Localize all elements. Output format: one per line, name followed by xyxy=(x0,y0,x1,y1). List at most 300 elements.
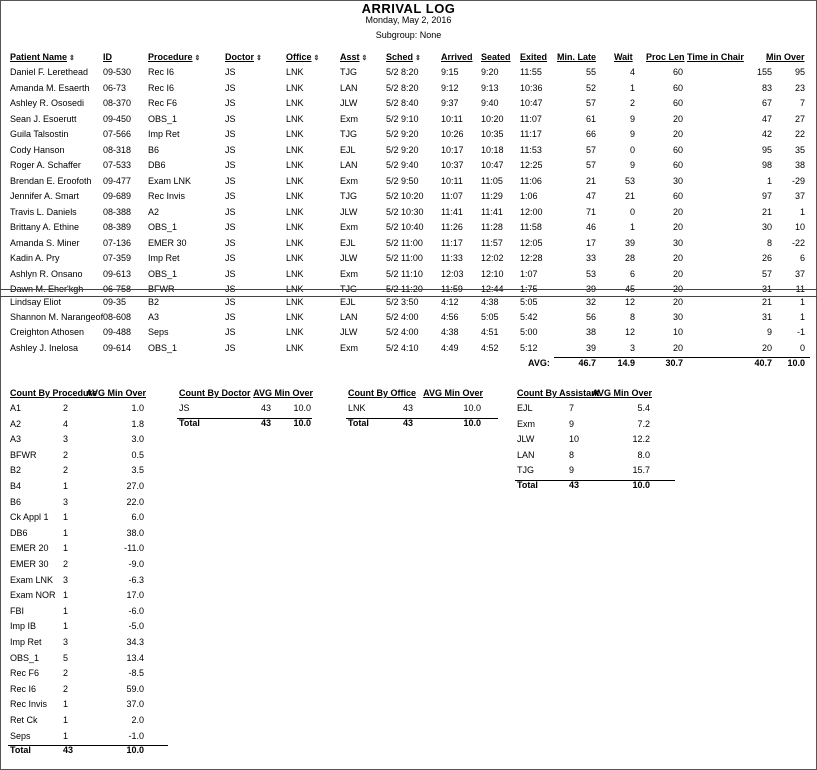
by_procedure-row-label: Exam LNK xyxy=(10,574,54,585)
table-cell-proc-len: 10 xyxy=(672,327,683,338)
by_assistant-row-label: EJL xyxy=(517,403,533,413)
by_assistant-row-avg: 10.0 xyxy=(632,480,650,490)
table-cell-patient-name[interactable]: Ashley J. Inelosa xyxy=(10,342,79,353)
column-header-asst[interactable] xyxy=(340,51,367,65)
by_office-row-count: 43 xyxy=(403,403,414,413)
average-proc-len: 30.7 xyxy=(665,358,683,368)
by_procedure-row-count: 2 xyxy=(63,465,69,476)
table-cell-office: LNK xyxy=(286,113,304,124)
table-cell-min-over: 95 xyxy=(794,67,805,77)
by_procedure-row-avg: 38.0 xyxy=(126,527,144,538)
table-cell-sched: 5/2 4:10 xyxy=(386,342,419,353)
table-cell-time-in-chair: 155 xyxy=(756,67,772,77)
table-cell-exited: 11:17 xyxy=(520,129,542,139)
column-header-office[interactable] xyxy=(286,51,319,65)
column-header-sched[interactable] xyxy=(386,51,421,65)
table-cell-doctor: JS xyxy=(225,160,236,170)
table-cell-doctor: JS xyxy=(225,206,236,217)
table-cell-min-over: 22 xyxy=(794,129,805,139)
table-cell-wait: 53 xyxy=(624,175,635,186)
sort-icon[interactable]: ⇕ xyxy=(313,55,320,62)
column-header-label: Asst xyxy=(340,52,360,62)
by_procedure-row-count: 3 xyxy=(63,434,69,445)
table-cell-patient-name[interactable]: Creighton Athosen xyxy=(10,327,85,338)
table-cell-doctor: JS xyxy=(225,284,236,294)
column-header-id xyxy=(103,51,112,63)
table-cell-patient-name[interactable]: Ashley R. Ososedi xyxy=(10,98,85,108)
by_procedure-row-avg: 2.0 xyxy=(131,715,144,725)
table-cell-doctor: JS xyxy=(225,268,236,279)
table-cell-seated: 11:05 xyxy=(481,175,503,186)
table-cell-min-late: 21 xyxy=(585,175,596,186)
by_procedure-row-label: A3 xyxy=(10,434,22,445)
table-cell-wait: 2 xyxy=(629,98,635,108)
column-header-label: Arrived xyxy=(441,52,473,62)
by_assistant-header-avg: AVG Min Over xyxy=(592,388,652,398)
average-min-late: 46.7 xyxy=(578,358,596,368)
table-cell-min-over: 35 xyxy=(794,144,805,155)
table-cell-min-over: 27 xyxy=(794,113,805,124)
table-cell-sched: 5/2 9:10 xyxy=(386,113,419,124)
by_procedure-row-avg: -8.5 xyxy=(128,668,144,679)
table-cell-proc-len: 20 xyxy=(672,113,683,124)
table-cell-sched: 5/2 8:20 xyxy=(386,67,419,77)
table-cell-asst: EJL xyxy=(340,297,356,307)
table-cell-seated: 10:35 xyxy=(481,129,504,139)
column-header-exited xyxy=(520,51,547,63)
by_procedure-row-count: 1 xyxy=(63,730,69,741)
table-cell-sched: 5/2 10:20 xyxy=(386,191,424,201)
table-cell-exited: 5:12 xyxy=(520,342,538,353)
table-cell-min-late: 56 xyxy=(585,312,596,323)
table-cell-office: LNK xyxy=(286,342,304,353)
table-cell-proc-len: 20 xyxy=(672,222,683,232)
table-cell-procedure: OBS_1 xyxy=(148,268,178,279)
by_procedure-row-label: OBS_1 xyxy=(10,652,40,663)
by_assistant-row-count: 7 xyxy=(569,403,575,413)
table-cell-seated: 9:13 xyxy=(481,82,499,93)
table-cell-proc-len: 60 xyxy=(672,67,683,77)
table-cell-exited: 10:36 xyxy=(520,82,543,93)
average-time-in-chair: 40.7 xyxy=(754,358,772,368)
by_procedure-row-avg: 22.0 xyxy=(126,496,144,507)
table-cell-procedure: OBS_1 xyxy=(148,342,178,353)
by_procedure-row-avg: 1.8 xyxy=(131,418,144,429)
table-cell-exited: 11:06 xyxy=(520,175,542,186)
table-cell-min-over: 37 xyxy=(794,191,805,201)
by_procedure-row-count: 1 xyxy=(63,699,69,710)
table-cell-asst: Exm xyxy=(340,175,358,186)
table-cell-min-late: 53 xyxy=(585,268,596,279)
table-cell-time-in-chair: 31 xyxy=(761,284,772,294)
table-cell-office: LNK xyxy=(286,222,304,232)
table-cell-seated: 10:47 xyxy=(481,160,504,170)
by_procedure-row-avg: -1.0 xyxy=(128,730,144,741)
table-cell-asst: TJG xyxy=(340,191,357,201)
table-cell-exited: 1:06 xyxy=(520,191,538,201)
table-cell-patient-name[interactable]: Lindsay Eliot xyxy=(10,297,62,307)
by_procedure-row-count: 5 xyxy=(63,652,69,663)
table-cell-patient-name[interactable]: Shannon M. Narangeof xyxy=(10,312,104,323)
sort-icon[interactable]: ⇕ xyxy=(69,55,75,62)
table-cell-sched: 5/2 4:00 xyxy=(386,312,419,323)
table-cell-asst: Exm xyxy=(340,268,358,279)
table-cell-arrived: 9:15 xyxy=(441,67,459,77)
table-cell-procedure: A3 xyxy=(148,312,160,323)
table-cell-wait: 6 xyxy=(629,268,635,279)
table-cell-id: 09-488 xyxy=(103,327,132,338)
table-cell-min-late: 66 xyxy=(585,129,596,139)
table-cell-seated: 4:38 xyxy=(481,297,499,307)
sort-icon[interactable]: ⇕ xyxy=(361,55,368,62)
table-cell-arrived: 9:37 xyxy=(441,98,459,108)
table-cell-asst: EJL xyxy=(340,144,356,155)
table-cell-wait: 12 xyxy=(624,297,635,307)
by_procedure-row-avg: 27.0 xyxy=(126,481,144,491)
table-cell-arrived: 10:17 xyxy=(441,144,464,155)
table-cell-doctor: JS xyxy=(225,237,236,248)
table-cell-asst: JLW xyxy=(340,327,358,338)
by_assistant-row-avg: 5.4 xyxy=(637,403,650,413)
table-cell-arrived: 4:38 xyxy=(441,327,459,338)
table-cell-id: 09-689 xyxy=(103,191,132,201)
table-cell-doctor: JS xyxy=(225,98,236,108)
by_procedure-row-count: 2 xyxy=(63,449,69,460)
table-cell-sched: 5/2 8:40 xyxy=(386,98,419,108)
table-cell-asst: TJG xyxy=(340,129,357,139)
by_assistant-row-label: TJG xyxy=(517,465,534,476)
table-cell-id: 06-758 xyxy=(103,284,132,294)
average-label: AVG: xyxy=(528,358,550,368)
table-cell-doctor: JS xyxy=(225,144,236,155)
table-cell-min-late: 52 xyxy=(585,82,596,93)
by_procedure-row-label: Rec F6 xyxy=(10,668,40,679)
table-cell-min-over: 1 xyxy=(799,297,805,307)
table-cell-asst: Exm xyxy=(340,342,358,353)
table-cell-exited: 1:75 xyxy=(520,284,538,294)
by_assistant-row-label: Exm xyxy=(517,418,535,429)
by_assistant-row-avg: 12.2 xyxy=(632,434,650,445)
table-cell-wait: 45 xyxy=(624,284,635,294)
by_procedure-row-count: 2 xyxy=(63,403,69,413)
table-cell-exited: 10:47 xyxy=(520,98,543,108)
table-cell-doctor: JS xyxy=(225,191,236,201)
table-cell-office: LNK xyxy=(286,129,304,139)
table-cell-exited: 5:05 xyxy=(520,297,538,307)
table-cell-sched: 5/2 10:40 xyxy=(386,222,424,232)
table-cell-min-over: 10 xyxy=(794,222,805,232)
table-cell-wait: 3 xyxy=(629,342,635,353)
table-cell-doctor: JS xyxy=(225,297,236,307)
table-cell-procedure: Imp Ret xyxy=(148,129,180,139)
column-header-label: Sched xyxy=(386,52,414,62)
table-cell-office: LNK xyxy=(286,297,304,307)
table-cell-time-in-chair: 20 xyxy=(761,342,772,353)
table-cell-patient-name[interactable]: Amanda S. Miner xyxy=(10,237,80,248)
table-cell-patient-name[interactable]: Guila Talsostin xyxy=(10,129,69,139)
table-cell-exited: 5:42 xyxy=(520,312,538,323)
table-cell-proc-len: 20 xyxy=(672,284,683,294)
average-wait: 14.9 xyxy=(617,358,635,368)
table-cell-sched: 5/2 9:20 xyxy=(386,129,419,139)
table-cell-office: LNK xyxy=(286,268,304,279)
table-cell-doctor: JS xyxy=(225,342,236,353)
table-cell-patient-name[interactable]: Dawn M. Eher'kgh xyxy=(10,284,84,294)
table-cell-patient-name[interactable]: Ashlyn R. Onsano xyxy=(10,268,83,279)
by_assistant-row-count: 43 xyxy=(569,480,580,490)
table-cell-id: 09-530 xyxy=(103,67,132,77)
by_office-row-label: Total xyxy=(348,417,369,428)
column-header-label: Wait xyxy=(614,52,633,62)
table-cell-id: 08-388 xyxy=(103,206,132,217)
table-cell-office: LNK xyxy=(286,312,304,323)
table-cell-sched: 5/2 4:00 xyxy=(386,327,419,338)
by_assistant-row-count: 9 xyxy=(569,465,575,476)
by_doctor-header-label: Count By Doctor xyxy=(179,388,251,398)
table-cell-proc-len: 30 xyxy=(672,237,683,248)
table-cell-exited: 11:07 xyxy=(520,113,542,124)
table-cell-min-late: 17 xyxy=(585,237,596,248)
report-title: ARRIVAL LOG xyxy=(361,1,456,16)
by_procedure-row-avg: 13.4 xyxy=(126,652,144,663)
table-cell-office: LNK xyxy=(286,206,304,217)
table-cell-office: LNK xyxy=(286,175,304,186)
table-cell-patient-name[interactable]: Travis L. Daniels xyxy=(10,206,77,217)
average-min-over: 10.0 xyxy=(787,358,805,368)
table-cell-min-over: 23 xyxy=(794,82,805,93)
table-cell-min-late: 71 xyxy=(585,206,596,217)
table-cell-arrived: 11:26 xyxy=(441,222,463,232)
section-divider xyxy=(0,296,817,297)
column-header-label: Min Over xyxy=(766,52,805,62)
by_doctor-row-label: JS xyxy=(179,403,190,413)
table-cell-sched: 5/2 3:50 xyxy=(386,297,419,307)
table-cell-proc-len: 20 xyxy=(672,253,683,263)
table-cell-arrived: 4:49 xyxy=(441,342,459,353)
by_procedure-row-count: 1 xyxy=(63,590,69,601)
table-cell-asst: Exm xyxy=(340,113,358,124)
table-cell-id: 08-389 xyxy=(103,222,132,232)
column-header-arrived xyxy=(441,51,473,63)
table-cell-office: LNK xyxy=(286,237,304,248)
table-cell-seated: 12:02 xyxy=(481,253,504,263)
column-header-label: Seated xyxy=(481,52,511,62)
table-cell-exited: 11:55 xyxy=(520,67,542,77)
column-header-label: Time in Chair xyxy=(687,52,744,62)
table-cell-id: 09-613 xyxy=(103,268,132,279)
table-cell-id: 07-533 xyxy=(103,160,132,170)
by_office-row-avg: 10.0 xyxy=(463,417,481,428)
table-cell-id: 08-370 xyxy=(103,98,132,108)
by_procedure-row-count: 1 xyxy=(63,715,69,725)
table-cell-arrived: 9:12 xyxy=(441,82,459,93)
by_office-row-count: 43 xyxy=(403,417,414,428)
table-cell-seated: 11:28 xyxy=(481,222,503,232)
table-cell-seated: 4:52 xyxy=(481,342,499,353)
table-cell-wait: 9 xyxy=(629,113,635,124)
column-header-procedure[interactable] xyxy=(148,51,200,65)
by_office-row-label: LNK xyxy=(348,403,366,413)
table-cell-seated: 11:41 xyxy=(481,206,503,217)
by_office-row-avg: 10.0 xyxy=(463,403,481,413)
table-cell-proc-len: 20 xyxy=(672,297,683,307)
table-cell-exited: 5:00 xyxy=(520,327,538,338)
table-cell-time-in-chair: 97 xyxy=(761,191,772,201)
column-header-label: Doctor xyxy=(225,52,254,62)
table-cell-procedure: OBS_1 xyxy=(148,113,178,124)
table-cell-arrived: 10:37 xyxy=(441,160,464,170)
column-header-patient-name[interactable] xyxy=(10,51,75,65)
table-cell-procedure: Rec Invis xyxy=(148,191,186,201)
table-cell-time-in-chair: 21 xyxy=(761,206,772,217)
table-cell-exited: 11:58 xyxy=(520,222,542,232)
table-cell-time-in-chair: 9 xyxy=(766,327,772,338)
table-cell-seated: 11:29 xyxy=(481,191,503,201)
table-cell-doctor: JS xyxy=(225,113,236,124)
table-cell-asst: JLW xyxy=(340,253,358,263)
table-cell-asst: JLW xyxy=(340,206,358,217)
by_doctor-row-count: 43 xyxy=(261,403,272,413)
by_doctor-row-count: 43 xyxy=(261,417,272,428)
column-header-label: Office xyxy=(286,52,312,62)
table-cell-wait: 1 xyxy=(629,222,635,232)
table-cell-id: 07-136 xyxy=(103,237,132,248)
table-cell-patient-name[interactable]: Jennifer A. Smart xyxy=(10,191,80,201)
by_procedure-row-label: BFWR xyxy=(10,449,37,460)
table-cell-wait: 28 xyxy=(624,253,635,263)
by_assistant-row-label: JLW xyxy=(517,434,535,445)
by_procedure-row-label: Seps xyxy=(10,730,31,741)
table-cell-patient-name[interactable]: Amanda M. Esaerth xyxy=(10,82,90,93)
by_procedure-row-label: Imp Ret xyxy=(10,637,42,647)
table-cell-patient-name[interactable]: Brittany A. Ethine xyxy=(10,222,80,232)
table-cell-arrived: 10:11 xyxy=(441,175,463,186)
column-header-proc-len xyxy=(646,51,685,63)
by_procedure-total-rule xyxy=(8,745,168,746)
column-header-wait xyxy=(614,51,633,63)
table-cell-procedure: B2 xyxy=(148,297,160,307)
by_doctor-row-avg: 10.0 xyxy=(293,417,311,428)
table-cell-exited: 1:07 xyxy=(520,268,538,279)
by_procedure-row-count: 3 xyxy=(63,637,69,647)
table-cell-patient-name[interactable]: Daniel F. Lerethead xyxy=(10,67,89,77)
table-cell-procedure: Imp Ret xyxy=(148,253,180,263)
table-cell-procedure: B6 xyxy=(148,144,160,155)
by_procedure-header-avg: AVG Min Over xyxy=(86,388,146,398)
table-cell-wait: 39 xyxy=(624,237,635,248)
table-cell-office: LNK xyxy=(286,253,304,263)
table-cell-proc-len: 20 xyxy=(672,268,683,279)
by_procedure-row-count: 4 xyxy=(63,418,69,429)
sort-icon[interactable]: ⇕ xyxy=(194,55,201,62)
table-cell-asst: TJG xyxy=(340,67,357,77)
by_procedure-row-avg: 3.0 xyxy=(131,434,144,445)
table-cell-min-over: -22 xyxy=(791,237,805,248)
table-cell-id: 09-614 xyxy=(103,342,132,353)
table-cell-seated: 11:57 xyxy=(481,237,503,248)
table-cell-min-over: 7 xyxy=(799,98,805,108)
by_procedure-row-label: Imp IB xyxy=(10,621,37,632)
column-header-time-in-chair xyxy=(687,51,744,63)
table-cell-time-in-chair: 57 xyxy=(761,268,772,279)
table-cell-sched: 5/2 11:00 xyxy=(386,237,423,248)
by_assistant-row-avg: 7.2 xyxy=(637,418,650,429)
table-cell-min-late: 39 xyxy=(585,284,596,294)
by_procedure-row-count: 1 xyxy=(63,543,69,554)
table-cell-min-over: -1 xyxy=(796,327,805,338)
by_procedure-row-label: EMER 20 xyxy=(10,543,49,554)
sort-icon[interactable]: ⇕ xyxy=(415,55,421,62)
by_assistant-row-avg: 15.7 xyxy=(632,465,650,476)
table-cell-seated: 10:20 xyxy=(481,113,504,124)
table-cell-sched: 5/2 9:20 xyxy=(386,144,419,155)
table-cell-id: 09-450 xyxy=(103,113,132,124)
table-cell-arrived: 11:07 xyxy=(441,191,463,201)
by_procedure-row-count: 1 xyxy=(63,605,69,616)
column-header-doctor[interactable] xyxy=(225,51,262,65)
table-cell-wait: 9 xyxy=(629,160,635,170)
table-cell-patient-name[interactable]: Kadin A. Pry xyxy=(10,253,60,263)
table-cell-arrived: 11:41 xyxy=(441,206,463,217)
table-cell-procedure: Rec I6 xyxy=(148,67,175,77)
table-cell-min-late: 57 xyxy=(585,98,596,108)
column-header-label: Procedure xyxy=(148,52,193,62)
by_procedure-row-label: Ret Ck xyxy=(10,715,38,725)
table-cell-sched: 5/2 9:50 xyxy=(386,175,419,186)
table-cell-procedure: Seps xyxy=(148,327,169,338)
table-cell-time-in-chair: 26 xyxy=(761,253,772,263)
table-cell-doctor: JS xyxy=(225,312,236,323)
by_assistant-row-label: Total xyxy=(517,480,538,490)
table-cell-min-late: 33 xyxy=(585,253,596,263)
column-header-label: Patient Name xyxy=(10,52,68,62)
table-cell-procedure: A2 xyxy=(148,206,160,217)
table-cell-doctor: JS xyxy=(225,175,236,186)
table-cell-arrived: 11:59 xyxy=(441,284,463,294)
by_procedure-row-count: 2 xyxy=(63,668,69,679)
table-cell-proc-len: 60 xyxy=(672,191,683,201)
by_office-header-avg: AVG Min Over xyxy=(423,388,483,398)
table-cell-id: 09-35 xyxy=(103,297,127,307)
table-cell-min-late: 55 xyxy=(585,67,596,77)
table-cell-procedure: OBS_1 xyxy=(148,222,178,232)
table-cell-id: 08-608 xyxy=(103,312,132,323)
table-cell-min-late: 38 xyxy=(585,327,596,338)
table-cell-patient-name[interactable]: Cody Hanson xyxy=(10,144,65,155)
by_doctor-row-avg: 10.0 xyxy=(293,403,311,413)
table-cell-sched: 5/2 11:10 xyxy=(386,268,423,279)
table-cell-arrived: 12:03 xyxy=(441,268,464,279)
sort-icon[interactable]: ⇕ xyxy=(256,55,262,62)
table-cell-patient-name[interactable]: Roger A. Schaffer xyxy=(10,160,81,170)
table-cell-exited: 11:53 xyxy=(520,144,542,155)
table-cell-procedure: BFWR xyxy=(148,284,175,294)
table-cell-proc-len: 30 xyxy=(672,312,683,323)
table-cell-office: LNK xyxy=(286,98,304,108)
by_assistant-row-label: LAN xyxy=(517,449,535,460)
table-cell-procedure: Rec F6 xyxy=(148,98,178,108)
table-cell-time-in-chair: 31 xyxy=(761,312,772,323)
report-subgroup: Subgroup: None xyxy=(375,30,442,40)
table-cell-patient-name[interactable]: Sean J. Esoerutt xyxy=(10,113,77,124)
by_assistant-row-avg: 8.0 xyxy=(637,449,650,460)
by_procedure-row-label: B4 xyxy=(10,481,22,491)
table-cell-procedure: Rec I6 xyxy=(148,82,175,93)
report-date: Monday, May 2, 2016 xyxy=(365,15,452,25)
table-cell-patient-name[interactable]: Brendan E. Eroofoth xyxy=(10,175,92,186)
table-cell-id: 08-318 xyxy=(103,144,132,155)
table-cell-min-over: 11 xyxy=(795,284,805,294)
